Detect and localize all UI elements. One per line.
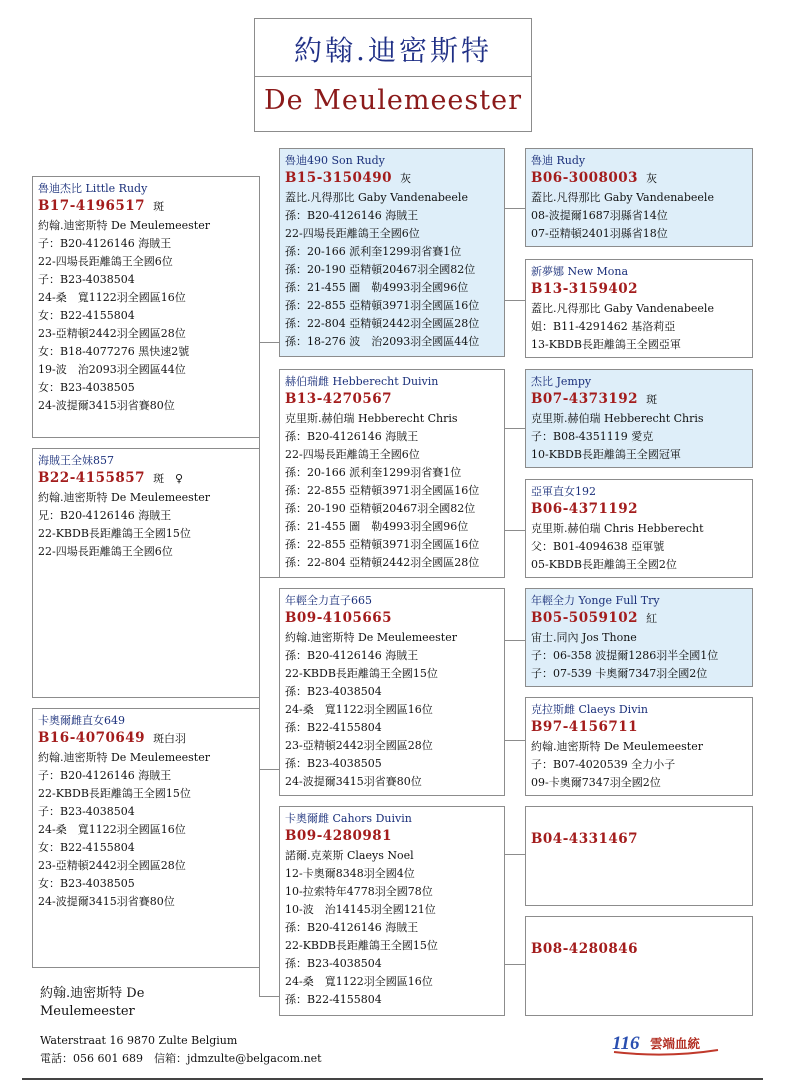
ring-number-text: B16-4070649: [38, 730, 146, 746]
pedigree-line: 24-波提爾3415羽省賽80位: [38, 895, 175, 908]
pedigree-line: 孫：22-855 亞精頓3971羽全國區16位: [285, 299, 480, 312]
pedigree-line: 孫：B20-4126146 海賊王: [285, 209, 419, 222]
card-dam-sire: [525, 369, 753, 468]
card-mate2-sire: [279, 806, 505, 1016]
pedigree-line: 子：07-539 卡奧爾7347羽全國2位: [531, 667, 708, 680]
pedigree-line: 女：B23-4038505: [38, 877, 135, 890]
pedigree-line: 24-桑 寬1122羽全國區16位: [38, 823, 186, 836]
pedigree-line: 孫：21-455 圖 勒4993羽全國96位: [285, 520, 469, 533]
pedigree-line: 24-桑 寬1122羽全國區16位: [285, 703, 433, 716]
pedigree-line: 孫：20-190 亞精頓20467羽全國82位: [285, 502, 476, 515]
pedigree-line: 08-波提爾1687羽縣省14位: [531, 209, 668, 222]
ring-number: [531, 608, 747, 629]
connector-line: [505, 208, 525, 209]
pigeon-color: 斑: [153, 200, 165, 213]
pedigree-line: 子：06-358 波提爾1286羽半全國1位: [531, 649, 719, 662]
pigeon-name: 魯迪490 Son Rudy: [285, 154, 385, 167]
ring-number: [285, 608, 499, 629]
pedigree-line: 22-KBDB長距離鴿王全國15位: [285, 667, 438, 680]
pedigree-line: 女：B22-4155804: [38, 309, 135, 322]
pedigree-line: 蓋比.凡得那比 Gaby Vandenabeele: [285, 191, 468, 204]
pedigree-line: 孫：B20-4126146 海賊王: [285, 649, 419, 662]
pedigree-line: 女：B22-4155804: [38, 841, 135, 854]
pedigree-line: 約翰.迪密斯特 De Meulemeester: [38, 491, 210, 504]
card-sire-dam: [525, 259, 753, 358]
ring-number: [285, 826, 499, 847]
connector-line: [505, 854, 525, 855]
pedigree-line: 孫：B22-4155804: [285, 721, 382, 734]
pigeon-name: 魯迪杰比 Little Rudy: [38, 182, 148, 195]
pigeon-name: 杰比 Jempy: [531, 375, 592, 388]
pigeon-name: 亞軍直女192: [531, 485, 596, 498]
pedigree-line: 孫：18-276 波 治2093羽全國區44位: [285, 335, 480, 348]
pedigree-line: 孫：20-166 派利奎1299羽省賽1位: [285, 466, 462, 479]
pedigree-line: 10-KBDB長距離鴿王全國冠軍: [531, 448, 681, 461]
pedigree-line: 孫：20-190 亞精頓20467羽全國82位: [285, 263, 476, 276]
ring-number-text: B05-5059102: [531, 610, 639, 626]
pedigree-line: 諾爾.克萊斯 Claeys Noel: [285, 849, 414, 862]
pedigree-line: 10-波 治14145羽全國121位: [285, 903, 436, 916]
pedigree-line: 10-拉索特年4778羽全國78位: [285, 885, 433, 898]
pedigree-line: 23-亞精頓2442羽全國區28位: [38, 327, 186, 340]
pedigree-line: 22-四場長距離鴿王全國6位: [38, 255, 173, 268]
pedigree-line: 子：B08-4351119 愛克: [531, 430, 654, 443]
pedigree-line: 子：B23-4038504: [38, 273, 135, 286]
pedigree-line: 24-桑 寬1122羽全國區16位: [285, 975, 433, 988]
ring-number: [285, 168, 499, 189]
pedigree-line: 22-四場長距離鴿王全國6位: [285, 227, 420, 240]
pigeon-name: 海賊王全妹857: [38, 454, 114, 467]
pigeon-color: 斑 ♀: [153, 472, 184, 485]
footer-contact: 電話：056 601 689 信箱：jdmzulte@belgacom.net: [40, 1052, 322, 1065]
bottom-rule: [22, 1078, 763, 1080]
connector-line: [259, 996, 280, 997]
ring-number: [531, 279, 747, 300]
pedigree-line: 子：B07-4020539 全力小子: [531, 758, 676, 771]
pedigree-line: 約翰.迪密斯特 De Meulemeester: [38, 751, 210, 764]
pedigree-line: 孫：B20-4126146 海賊王: [285, 921, 419, 934]
card-sire-sire: [525, 148, 753, 247]
pedigree-line: 約翰.迪密斯特 De Meulemeester: [38, 219, 210, 232]
pigeon-color: 灰: [646, 172, 658, 185]
ring-number-text: B13-4270567: [285, 391, 393, 407]
card-mate2: [32, 708, 260, 968]
connector-line: [259, 577, 280, 578]
card-mate2-sire-sire: [525, 806, 753, 906]
pedigree-line: 孫：21-455 圖 勒4993羽全國96位: [285, 281, 469, 294]
site-logo: [612, 1031, 722, 1057]
ring-number: [38, 728, 254, 749]
ring-number-text: B04-4331467: [531, 831, 639, 847]
ring-number-text: B09-4280981: [285, 828, 393, 844]
pigeon-name: 魯迪 Rudy: [531, 154, 586, 167]
connector-line: [505, 640, 525, 641]
card-mate1-sire-sire: [525, 588, 753, 687]
pigeon-name: 年輕全力直子665: [285, 594, 372, 607]
pedigree-line: 05-KBDB長距離鴿王全國2位: [531, 558, 677, 571]
pedigree-line: 孫：22-855 亞精頓3971羽全國區16位: [285, 484, 480, 497]
pedigree-line: 約翰.迪密斯特 De Meulemeester: [285, 631, 457, 644]
pedigree-line: 12-卡奧爾8348羽全國4位: [285, 867, 415, 880]
ring-number-text: B17-4196517: [38, 198, 146, 214]
card-dam-dam: [525, 479, 753, 578]
card-mate1-sire-dam: [525, 697, 753, 796]
ring-number-text: B13-3159402: [531, 281, 639, 297]
pedigree-line: 子：B23-4038504: [38, 805, 135, 818]
card-mate1-sire: [279, 588, 505, 796]
ring-number-text: B07-4373192: [531, 391, 639, 407]
ring-number: [531, 939, 747, 959]
pigeon-name: 新夢娜 New Mona: [531, 265, 629, 278]
ring-number: [531, 717, 747, 738]
pedigree-line: 孫：B23-4038504: [285, 957, 382, 970]
pedigree-line: 孫：B23-4038504: [285, 685, 382, 698]
ring-number: [531, 499, 747, 520]
pigeon-name: 克拉斯雌 Claeys Divin: [531, 703, 649, 716]
footer-contact-block: [40, 1032, 322, 1068]
logo-text: 雲端血統: [650, 1036, 701, 1051]
pigeon-name: 卡奧爾雌直女649: [38, 714, 125, 727]
pedigree-line: 蓋比.凡得那比 Gaby Vandenabeele: [531, 191, 714, 204]
pedigree-line: 孫：B20-4126146 海賊王: [285, 430, 419, 443]
ring-number: [531, 389, 747, 410]
pedigree-line: 宙士.同內 Jos Thone: [531, 631, 637, 644]
pigeon-name: 年輕全力 Yonge Full Try: [531, 594, 660, 607]
card-subject: [32, 176, 260, 438]
ring-number-text: B06-4371192: [531, 501, 639, 517]
pedigree-line: 蓋比.凡得那比 Gaby Vandenabeele: [531, 302, 714, 315]
card-mate1: [32, 448, 260, 698]
pedigree-line: 22-KBDB長距離鴿王全國15位: [38, 527, 191, 540]
ring-number-text: B08-4280846: [531, 941, 639, 957]
pedigree-line: 克里斯.赫伯瑞 Chris Hebberecht: [531, 522, 704, 535]
card-sire: [279, 148, 505, 357]
pedigree-line: 孫：22-855 亞精頓3971羽全國區16位: [285, 538, 480, 551]
pedigree-line: 孫：20-166 派利奎1299羽省賽1位: [285, 245, 462, 258]
pedigree-line: 23-亞精頓2442羽全國區28位: [285, 739, 433, 752]
pedigree-line: 克里斯.赫伯瑞 Hebberecht Chris: [285, 412, 458, 425]
pedigree-line: 24-波提爾3415羽省賽80位: [38, 399, 175, 412]
logo-graphic: [612, 1031, 722, 1057]
ring-number-text: B22-4155857: [38, 470, 146, 486]
pedigree-line: 22-KBDB長距離鴿王全國15位: [38, 787, 191, 800]
pedigree-line: 兄：B20-4126146 海賊王: [38, 509, 172, 522]
pigeon-name: 卡奧爾雌 Cahors Duivin: [285, 812, 412, 825]
pedigree-line: 女：B23-4038505: [38, 381, 135, 394]
pedigree-line: 孫：B23-4038505: [285, 757, 382, 770]
pedigree-line: 09-卡奧爾7347羽全國2位: [531, 776, 661, 789]
pedigree-line: 姐：B11-4291462 基洛莉亞: [531, 320, 676, 333]
pedigree-line: 22-四場長距離鴿王全國6位: [285, 448, 420, 461]
connector-line: [505, 964, 525, 965]
pedigree-line: 孫：22-804 亞精頓2442羽全國區28位: [285, 556, 480, 569]
ring-number: [531, 168, 747, 189]
ring-number: [38, 196, 254, 217]
pedigree-line: 女：B18-4077276 黑快速2號: [38, 345, 190, 358]
logo-number: 116: [612, 1033, 640, 1054]
pigeon-color: 斑白羽: [153, 732, 187, 745]
title-divider: [255, 76, 531, 77]
title-box: [254, 18, 532, 132]
pigeon-name: 赫伯瑞雌 Hebberecht Duivin: [285, 375, 439, 388]
footer-breeder-name: 約翰.迪密斯特 De Meulemeester: [40, 986, 145, 1019]
footer-address: Waterstraat 16 9870 Zulte Belgium: [40, 1034, 238, 1047]
pedigree-line: 孫：22-804 亞精頓2442羽全國區28位: [285, 317, 480, 330]
pedigree-line: 24-桑 寬1122羽全國區16位: [38, 291, 186, 304]
connector-line: [259, 769, 280, 770]
connector-line: [505, 428, 525, 429]
card-dam: [279, 369, 505, 578]
pedigree-line: 23-亞精頓2442羽全國區28位: [38, 859, 186, 872]
pedigree-line: 父：B01-4094638 亞軍號: [531, 540, 665, 553]
pedigree-line: 22-四場長距離鴿王全國6位: [38, 545, 173, 558]
pedigree-line: 07-亞精頓2401羽縣省18位: [531, 227, 668, 240]
pigeon-color: 灰: [400, 172, 412, 185]
pedigree-line: 19-波 治2093羽全國區44位: [38, 363, 186, 376]
pedigree-line: 22-KBDB長距離鴿王全國15位: [285, 939, 438, 952]
connector-line: [259, 342, 280, 343]
ring-number: [285, 389, 499, 410]
title-english: De Meulemeester: [264, 85, 522, 116]
pedigree-line: 約翰.迪密斯特 De Meulemeester: [531, 740, 703, 753]
connector-line: [505, 300, 525, 301]
pigeon-color: 斑: [646, 393, 658, 406]
pedigree-line: 子：B20-4126146 海賊王: [38, 769, 172, 782]
ring-number-text: B06-3008003: [531, 170, 639, 186]
ring-number: [38, 468, 254, 489]
connector-line: [505, 740, 525, 741]
card-mate2-sire-dam: [525, 916, 753, 1016]
ring-number-text: B09-4105665: [285, 610, 393, 626]
ring-number-text: B97-4156711: [531, 719, 639, 735]
pigeon-color: 紅: [646, 612, 658, 625]
ring-number-text: B15-3150490: [285, 170, 393, 186]
pedigree-line: 子：B20-4126146 海賊王: [38, 237, 172, 250]
pedigree-line: 13-KBDB長距離鴿王全國亞軍: [531, 338, 681, 351]
pedigree-line: 孫：B22-4155804: [285, 993, 382, 1006]
pedigree-line: 24-波提爾3415羽省賽80位: [285, 775, 422, 788]
ring-number: [531, 829, 747, 849]
connector-line: [505, 530, 525, 531]
pedigree-line: 克里斯.赫伯瑞 Hebberecht Chris: [531, 412, 704, 425]
title-chinese: 約翰.迪密斯特: [294, 34, 492, 67]
